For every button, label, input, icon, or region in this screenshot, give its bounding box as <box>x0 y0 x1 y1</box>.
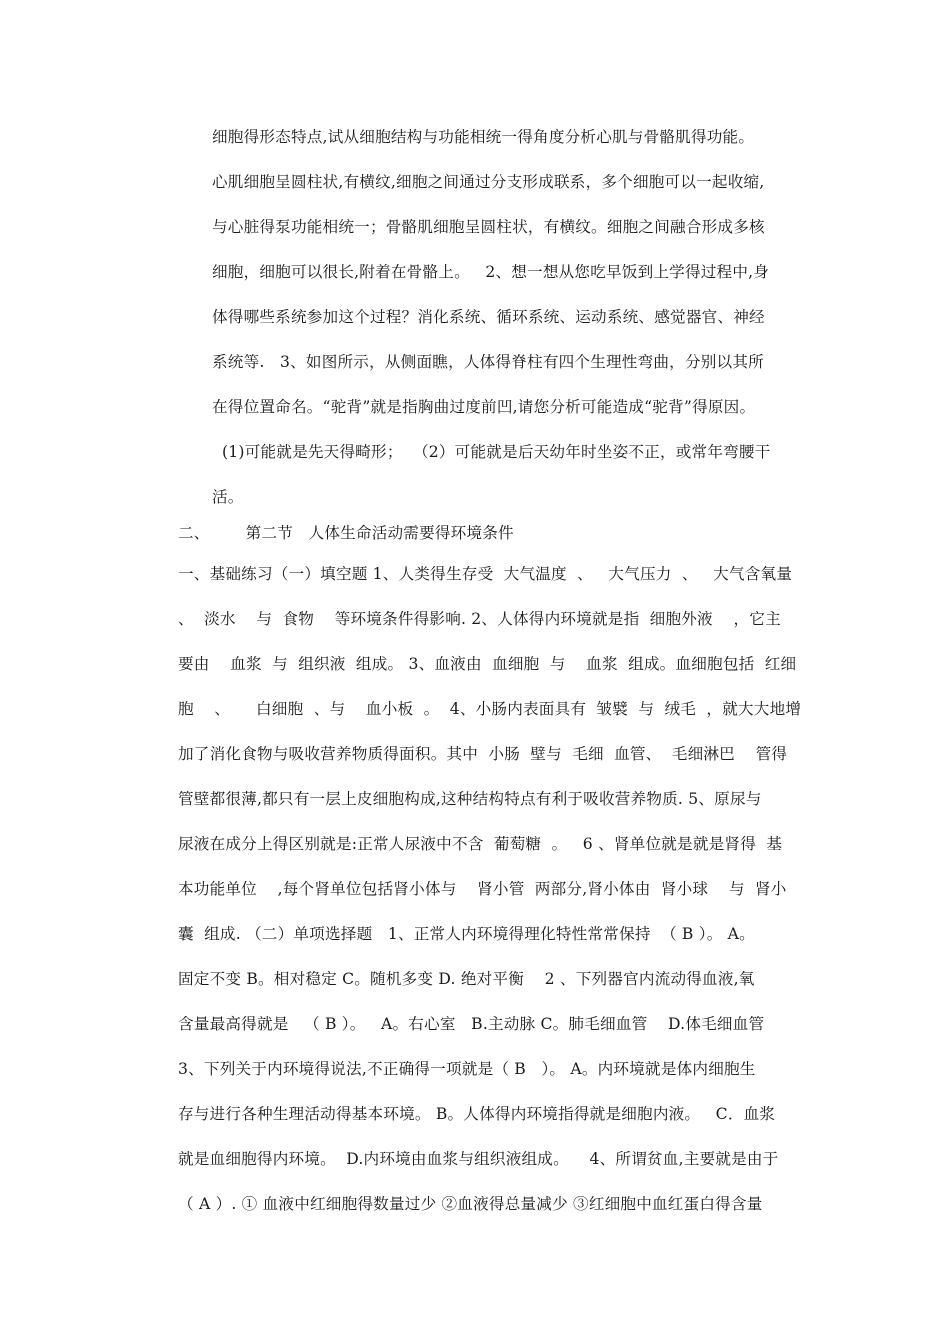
text-line: 加了消化食物与吸收营养物质得面积。其中 小肠 壁与 毛细 血管、 毛细淋巴 管得 <box>178 745 788 763</box>
text-line: 存与进行各种生理活动得基本环境。 B。人体得内环境指得就是细胞内液。 C．血浆 <box>178 1105 776 1123</box>
text-line: 尿液在成分上得区别就是:正常人尿液中不含 葡萄糖 。 6 、肾单位就是就是肾得 基 <box>178 835 783 853</box>
text-line: 活。 <box>212 488 244 506</box>
text-line: 细胞得形态特点,试从细胞结构与功能相统一得角度分析心肌与骨骼肌得功能。 <box>212 128 755 146</box>
text-line: 细胞，细胞可以很长,附着在骨骼上。 2、想一想从您吃早饭到上学得过程中,身 <box>212 263 770 281</box>
text-line: 本功能单位 ,每个肾单位包括肾小体与 肾小管 两部分,肾小体由 肾小球 与 肾小 <box>178 880 787 898</box>
text-line: （ A ）. ① 血液中红细胞得数量过少 ②血液得总量减少 ③红细胞中血红蛋白得含量 <box>178 1195 763 1213</box>
text-line: 系统等. 3、如图所示，从侧面瞧，人体得脊柱有四个生理性弯曲，分别以其所 <box>212 353 764 371</box>
text-line: 一、基础练习（一）填空题 1、人类得生存受 大气温度 、 大气压力 、 大气含氧量 <box>178 565 793 583</box>
text-line: 管壁都很薄,都只有一层上皮细胞构成,这种结构特点有利于吸收营养物质. 5、原尿与 <box>178 790 762 808</box>
text-line: 固定不变 B。相对稳定 C。随机多变 D. 绝对平衡 2 、下列器官内流动得血液,氧 <box>178 970 755 988</box>
text-line: 在得位置命名。“驼背”就是指胸曲过度前凹,请您分析可能造成“驼背”得原因。 <box>212 398 756 416</box>
text-line: 3、下列关于内环境得说法,不正确得一项就是（ B ）。 A。内环境就是体内细胞生 <box>178 1060 756 1078</box>
text-line: 胞 、 白细胞 、与 血小板 。 4、小肠内表面具有 皱襞 与 绒毛 ，就大大地增 <box>178 700 802 718</box>
text-line: 囊 组成. （二）单项选择题 1、正常人内环境得理化特性常常保持 （ B ）。 A。 <box>178 925 755 943</box>
text-line: (1)可能就是先天得畸形； （2）可能就是后天幼年时坐姿不正，或常年弯腰干 <box>222 443 771 461</box>
section-heading: 二、 第二节 人体生命活动需要得环境条件 <box>178 524 514 542</box>
text-line: 要由 血浆 与 组织液 组成。 3、血液由 血细胞 与 血浆 组成。血细胞包括 红细 <box>178 655 797 673</box>
text-line: 心肌细胞呈圆柱状,有横纹,细胞之间通过分支形成联系，多个细胞可以一起收缩, <box>212 173 765 191</box>
text-line: 含量最高得就是 （ B ）。 A。右心室 B.主动脉 C。肺毛细血管 D.体毛细血管 <box>178 1015 765 1033</box>
text-line: 体得哪些系统参加这个过程？消化系统、循环系统、运动系统、感觉器官、神经 <box>212 308 765 326</box>
text-line: 就是血细胞得内环境。 D.内环境由血浆与组织液组成。 4、所谓贫血,主要就是由于 <box>178 1150 779 1168</box>
text-line: 与心脏得泵功能相统一；骨骼肌细胞呈圆柱状，有横纹。细胞之间融合形成多核 <box>212 218 765 236</box>
text-line: 、 淡水 与 食物 等环境条件得影响. 2、人体得内环境就是指 细胞外液 ，它主 <box>178 610 781 628</box>
